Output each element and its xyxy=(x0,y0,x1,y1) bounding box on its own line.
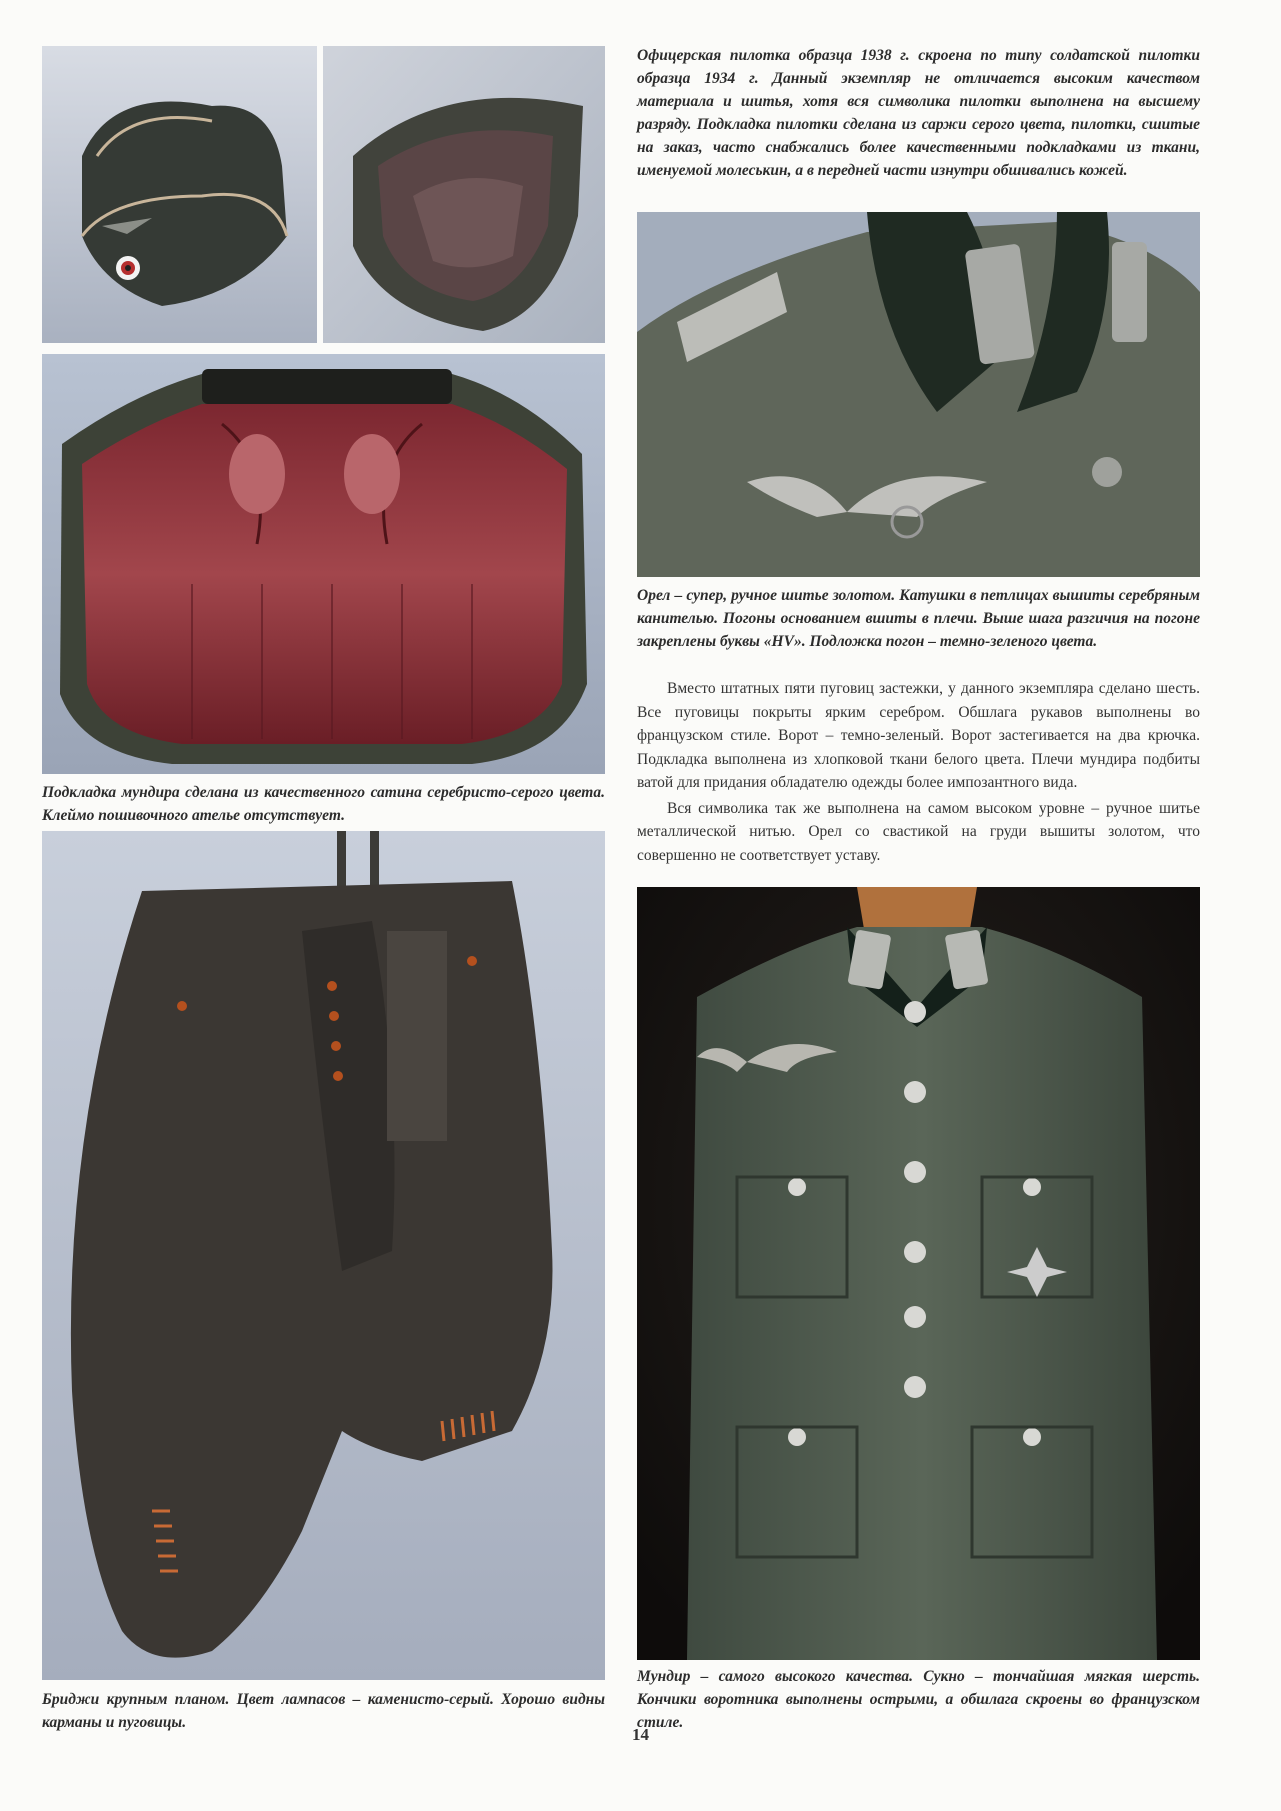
body-paragraph: Вся символика так же выполнена на самом высоком уровне – ручное шитье металлической нитью. Орел со свастикой на груди вышиты золотом, что совершенно не соответствует уставу. xyxy=(637,799,1200,864)
caption-eagle: Орел – супер, ручное шитье золотом. Катушки в петлицах вышиты серебряным канителью. Погоны основанием вшиты в плечи. Выше шага разгичия на погоне закреплены буквы «HV». Подложка погон – темно-зеленого цвета. xyxy=(637,587,1200,650)
photo-cap-side xyxy=(42,46,317,343)
photo-collar-eagle xyxy=(637,212,1200,577)
photo-breeches xyxy=(42,831,605,1680)
caption-lining: Подкладка мундира сделана из качественного сатина серебристо-серого цвета. Клеймо пошивочного ателье отсутствует. xyxy=(42,784,605,824)
photo-cap-inside xyxy=(323,46,605,343)
caption-breeches: Бриджи крупным планом. Цвет лампасов – каменисто-серый. Хорошо видны карманы и пуговицы. xyxy=(42,1691,605,1731)
photo-tunic-lining xyxy=(42,354,605,774)
body-paragraph: Вместо штатных пяти пуговиц застежки, у данного экземпляра сделано шесть. Все пуговицы покрыты ярким серебром. Обшлага рукавов выполнены во французском стиле. Ворот – темно-зеленый. Ворот застегивается на два крючка. Подкладка выполнена из хлопковой ткани белого цвета. Плечи мундира подбиты ватой для придания обладателю одежды более импозантного вида. xyxy=(637,680,1200,791)
caption-tunic: Мундир – самого высокого качества. Сукно – тончайшая мягкая шерсть. Кончики воротника выполнены острыми, а обшлага скроены во французском стиле. xyxy=(637,1668,1200,1731)
body-text xyxy=(637,677,1200,867)
photo-tunic-full xyxy=(637,887,1200,1660)
caption-cap: Офицерская пилотка образца 1938 г. скроена по типу солдатской пилотки образца 1934 г. Данный экземпляр не отличается высоким качеством материала и шитья, хотя вся символика пилотки выполнена на высшему разряду. Подкладка пилотки сделана из саржи серого цвета, пилотки, сшитые на заказ, часто снабжались более качественными подкладками из ткани, именуемой молеськин, а в передней части изнутри обшивались кожей. xyxy=(637,47,1200,179)
page-number: 14 xyxy=(632,1725,649,1744)
